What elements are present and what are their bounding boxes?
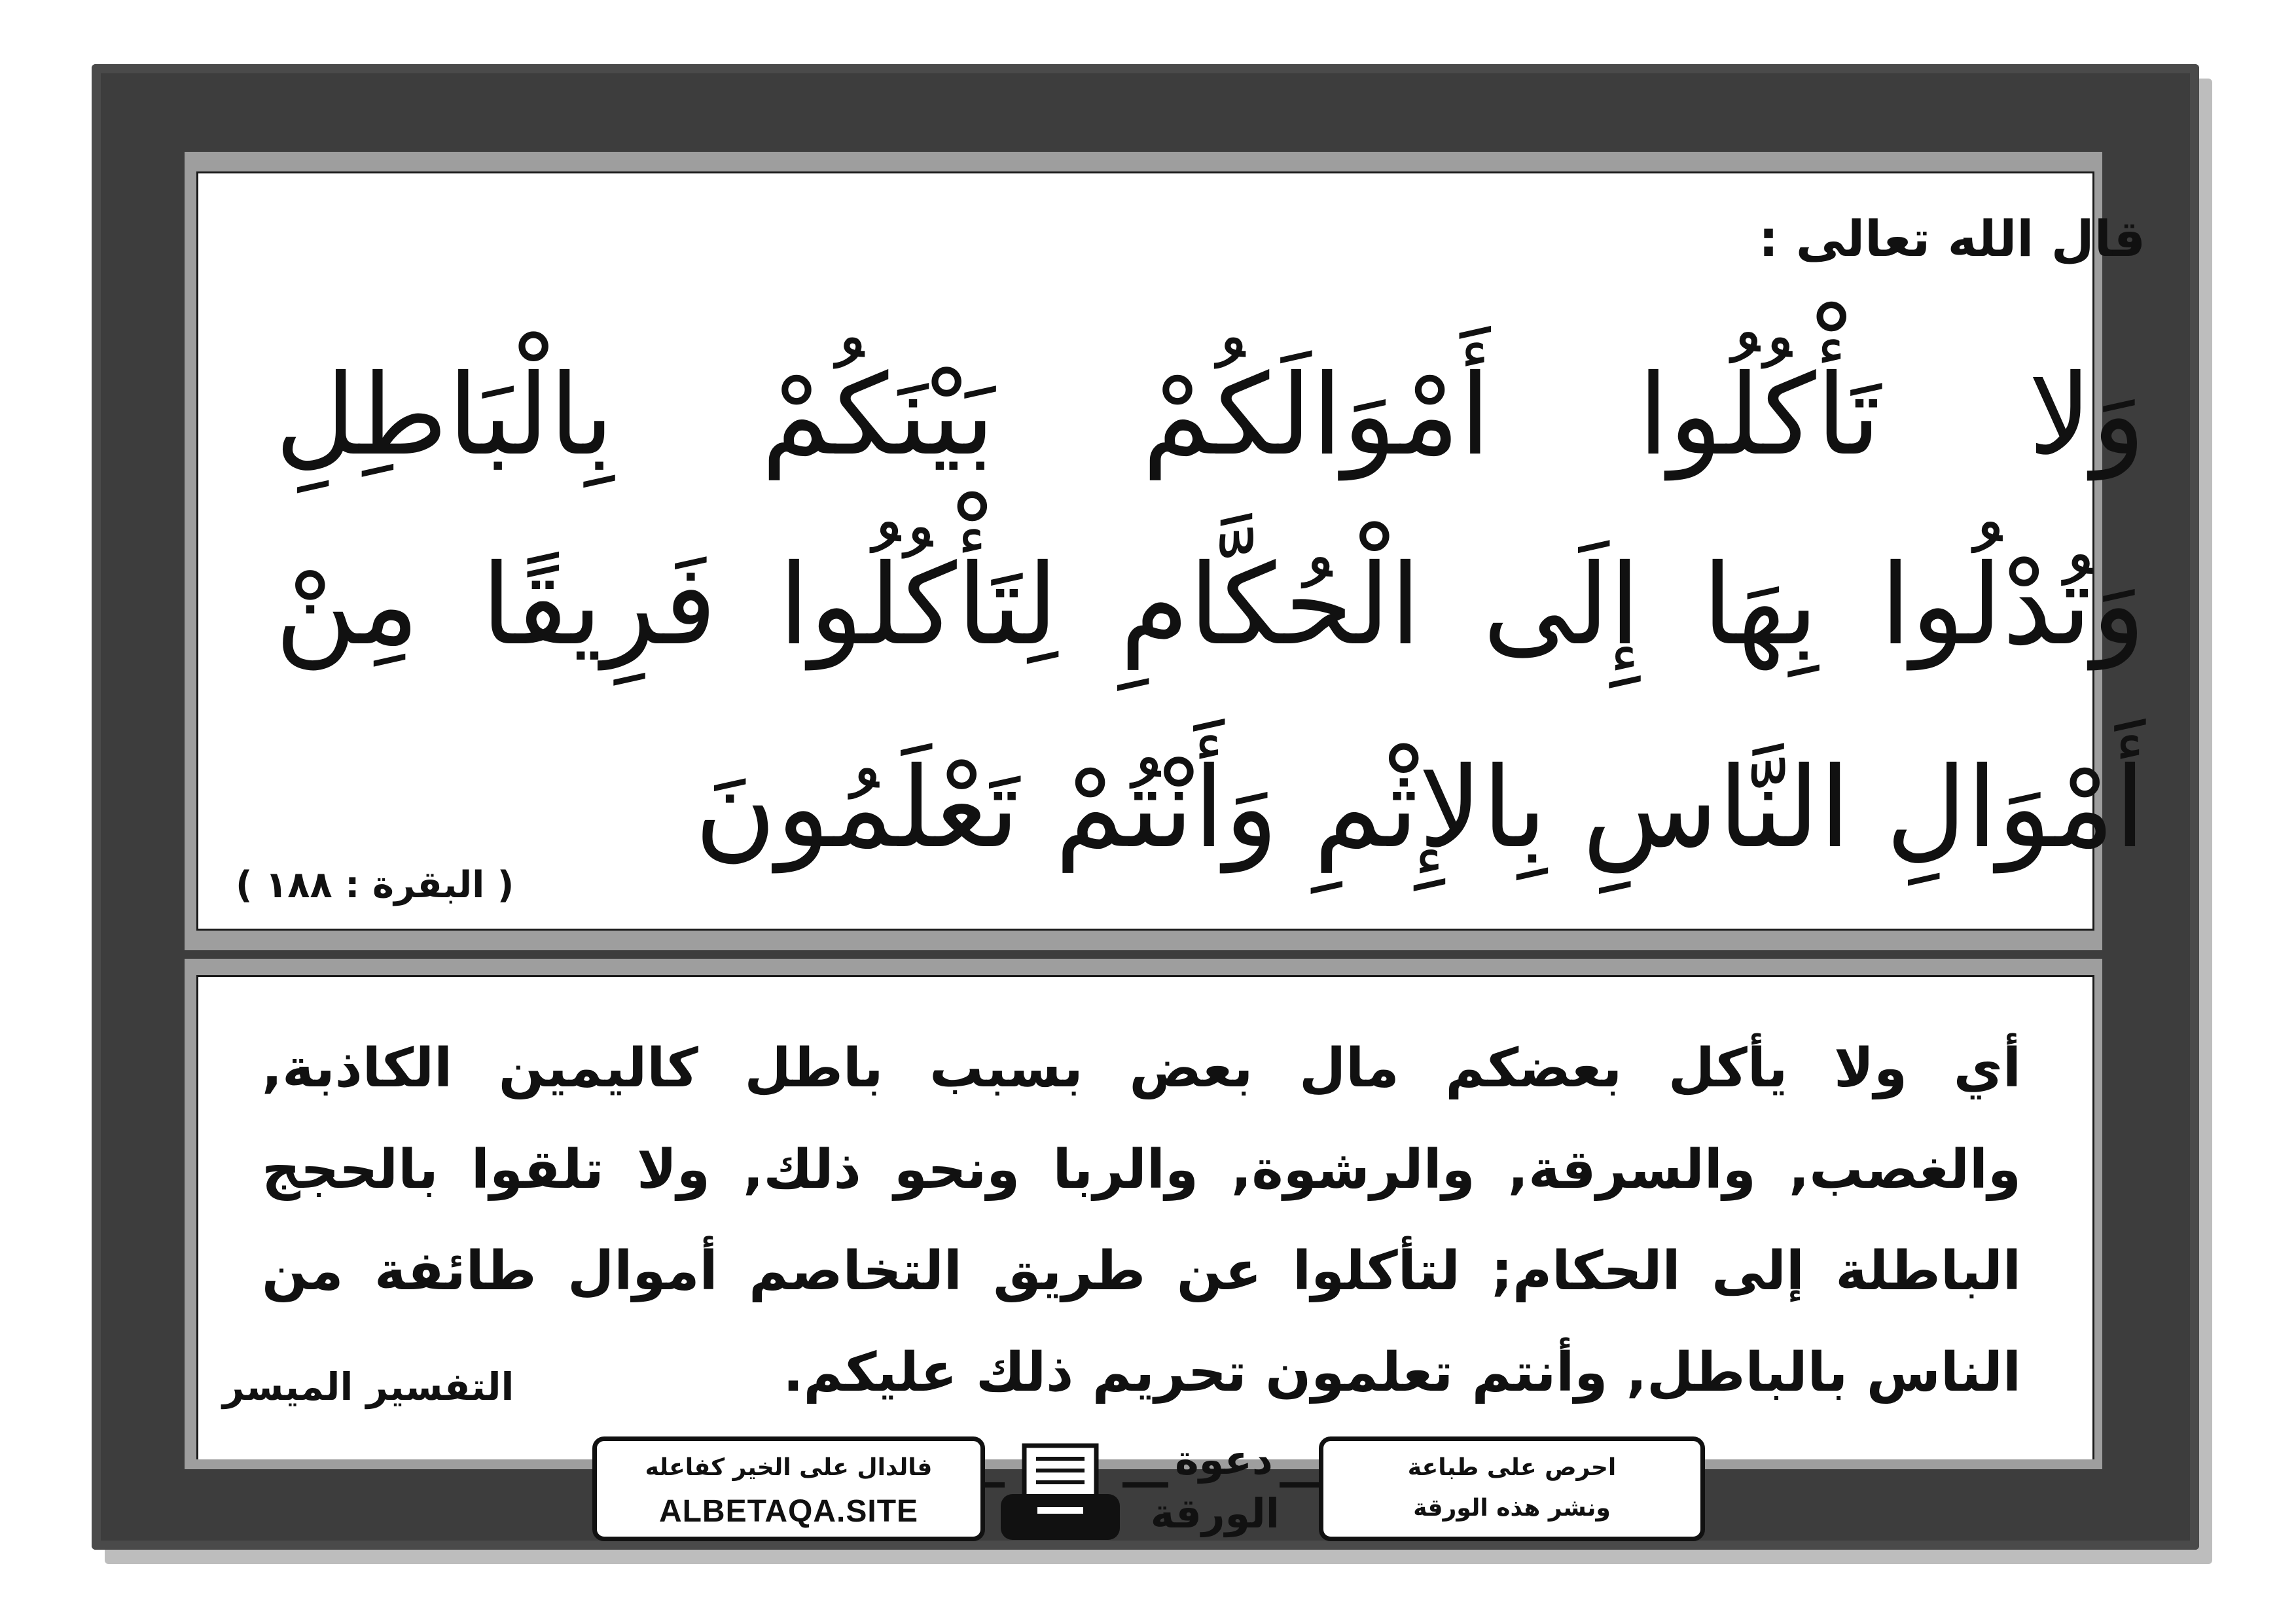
website-tagline: فالدال على الخير كفاعله <box>645 1454 933 1481</box>
print-reminder-line-1: احرص على طباعة <box>1407 1454 1617 1481</box>
website-url[interactable]: ALBETAQA.SITE <box>658 1494 919 1529</box>
verse-line-3: أَمْوَالِ النَّاسِ بِالإِثْمِ وَأَنْتُمْ تَعْلَمُونَ <box>694 743 2145 873</box>
logo-line-2: الورقة <box>1150 1489 1280 1537</box>
logo <box>1150 1433 1280 1548</box>
verse-reference: ( البقرة : ١٨٨ ) <box>236 864 514 906</box>
verse-line-2: وَتُدْلُوا بِهَا إِلَى الْحُكَّامِ لِتَأْكُلُوا فَرِيقًا مِنْ <box>275 541 2145 670</box>
printer-icon <box>998 1443 1122 1548</box>
website-box[interactable] <box>592 1436 985 1541</box>
source-label: التفسير الميسر <box>223 1364 514 1409</box>
verse-line-1: وَلا تَأْكُلُوا أَمْوَالَكُمْ بَيْنَكُمْ بِالْبَاطِلِ <box>275 351 2145 480</box>
print-reminder-line-2: ونشر هذه الورقة <box>1413 1495 1611 1522</box>
logo-line-1: دعوة <box>1175 1436 1273 1484</box>
footer <box>592 1436 1705 1548</box>
print-reminder-box <box>1319 1436 1705 1541</box>
heading: قال الله تعالى : <box>1758 209 2145 268</box>
explanation-text: أي ولا يأكل بعضكم مال بعض بسبب باطل كاليمين الكاذبة, والغصب, والسرقة, والرشوة, والربا ونحو ذلك, ولا تلقوا بالحجج الباطلة إلى الحكام; لتأكلوا عن طريق التخاصم أموال طائفة من الناس بالباطل, وأنتم تعلمون تحريم ذلك عليكم. <box>262 1037 2021 1404</box>
connector-right <box>1280 1482 1319 1488</box>
